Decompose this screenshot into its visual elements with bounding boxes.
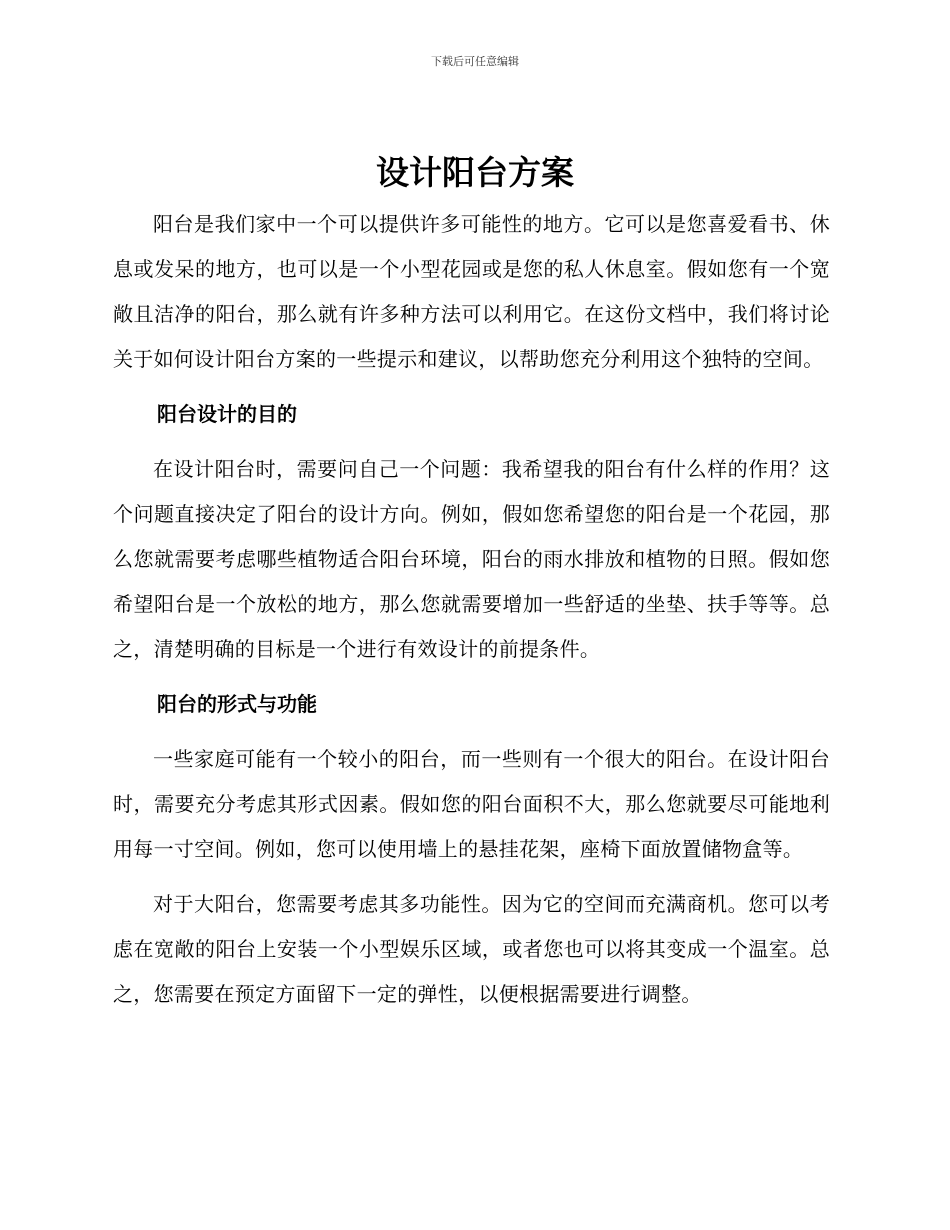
header-note: 下载后可任意编辑 xyxy=(431,55,519,68)
document-body xyxy=(113,202,830,1027)
purpose-paragraph: 在设计阳台时，需要问自己一个问题：我希望我的阳台有什么样的作用？这个问题直接决定了阳台的设计方向。例如，假如您希望您的阳台是一个花园，那么您就需要考虑哪些植物适合阳台环境，阳台的雨水排放和植物的日照。假如您希望阳台是一个放松的地方，那么您就需要增加一些舒适的坐垫、扶手等等。总之，清楚明确的目标是一个进行有效设计的前提条件。 xyxy=(113,457,830,661)
section-heading-purpose: 阳台设计的目的 xyxy=(157,402,297,426)
large-balcony-paragraph: 对于大阳台，您需要考虑其多功能性。因为它的空间而充满商机。您可以考虑在宽敞的阳台上安装一个小型娱乐区域，或者您也可以将其变成一个温室。总之，您需要在预定方面留下一定的弹性，以便根据需要进行调整。 xyxy=(113,892,830,1006)
section-heading-form-function: 阳台的形式与功能 xyxy=(157,692,317,716)
form-paragraph: 一些家庭可能有一个较小的阳台，而一些则有一个很大的阳台。在设计阳台时，需要充分考虑其形式因素。假如您的阳台面积不大，那么您就要尽可能地利用每一寸空间。例如，您可以使用墙上的悬挂花架，座椅下面放置储物盒等。 xyxy=(113,747,830,861)
intro-paragraph: 阳台是我们家中一个可以提供许多可能性的地方。它可以是您喜爱看书、休息或发呆的地方，也可以是一个小型花园或是您的私人休息室。假如您有一个宽敞且洁净的阳台，那么就有许多种方法可以利用它。在这份文档中，我们将讨论关于如何设计阳台方案的一些提示和建议，以帮助您充分利用这个独特的空间。 xyxy=(113,212,830,371)
document-title: 设计阳台方案 xyxy=(376,153,574,192)
